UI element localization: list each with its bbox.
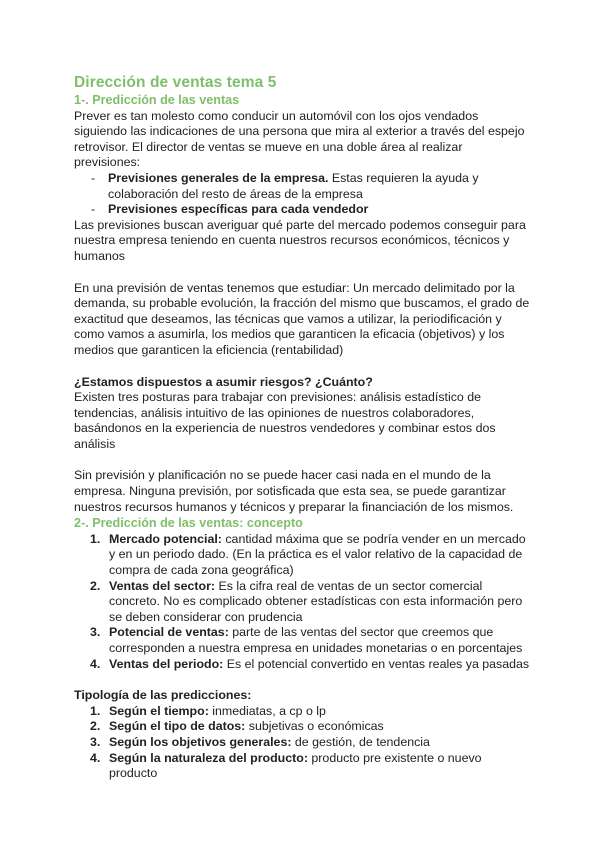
list-item <box>90 625 530 656</box>
typology-list <box>74 704 530 782</box>
paragraph-planning: Sin previsión y planificación no se puede hacer casi nada en el mundo de la empresa. Ninguna previsión, por sotisficada que esta sea, se puede garantizar nuestros recursos humanos y técnicos y preparar la financiación de los mismos. <box>74 468 514 514</box>
list-item-text: inmediatas, a cp o lp <box>208 703 326 718</box>
list-marker: 2. <box>90 578 101 593</box>
list-item-text: cantidad máxima que se podría vender en un mercado y en un periodo dado. (En la práctica es el valor relativo de la capacidad de compra de cada zona geográfica) <box>109 531 526 578</box>
section-heading-1: 1-. Predicción de las ventas <box>74 93 240 107</box>
list-item <box>90 657 530 673</box>
intro-paragraph: Prever es tan molesto como conducir un automóvil con los ojos vendados siguiendo las indicaciones de una persona que mira al exterior a través del espejo retrovisor. El director de ventas se mueve en una doble área al realizar previsiones: <box>74 108 525 170</box>
list-item-text: Es la cifra real de ventas de un sector comercial concreto. No es complicado obtener estadísticas con esta información pero se deben considerar con prudencia <box>109 578 523 624</box>
list-marker: 4. <box>90 750 101 765</box>
list-item-text: parte de las ventas del sector que creemos que corresponden a nuestra empresa en unidades monetarias o en porcentajes <box>109 625 523 655</box>
list-item-text: Estas requieren la ayuda y colaboración del resto de áreas de la empresa <box>108 170 479 201</box>
list-item <box>91 171 530 202</box>
list-item <box>91 202 530 218</box>
list-marker: 4. <box>90 656 101 671</box>
list-item-text: producto pre existente o nuevo producto <box>109 750 482 781</box>
list-item <box>90 704 530 720</box>
list-item-term: Según el tipo de datos: <box>109 719 246 734</box>
paragraph-spacer <box>74 672 530 688</box>
list-item <box>90 751 530 782</box>
list-marker: 1. <box>90 703 101 718</box>
list-marker: 3. <box>90 734 101 749</box>
paragraph-spacer <box>74 265 530 281</box>
list-marker: - <box>91 202 96 217</box>
list-item-text: Es el potencial convertido en ventas reales ya pasadas <box>223 656 530 671</box>
list-marker: 1. <box>90 531 101 546</box>
list-item-term: Potencial de ventas: <box>109 625 229 640</box>
forecast-types-list <box>74 171 530 218</box>
paragraph-forecast-goal: Las previsiones buscan averiguar qué parte del mercado podemos conseguir para nuestra empresa teniendo en cuenta nuestros recursos económicos, técnicos y humanos <box>74 217 526 263</box>
list-marker: 2. <box>90 719 101 734</box>
risk-question-heading: ¿Estamos dispuestos a asumir riesgos? ¿Cuánto? <box>74 374 373 389</box>
paragraph-spacer <box>74 452 530 468</box>
list-item-term: Previsiones generales de la empresa. <box>108 170 329 185</box>
list-item-text: de gestión, de tendencia <box>291 734 430 749</box>
list-item-term: Según la naturaleza del producto: <box>109 750 308 765</box>
list-item-term: Según los objetivos generales: <box>109 734 292 749</box>
list-item-term: Ventas del periodo: <box>109 656 224 671</box>
list-marker: - <box>91 170 96 185</box>
list-item-term: Previsiones específicas para cada vendedor <box>108 202 369 217</box>
paragraph-spacer <box>74 359 530 375</box>
document-content <box>74 74 530 782</box>
list-item <box>90 719 530 735</box>
paragraph-postures: Existen tres posturas para trabajar con previsiones: análisis estadístico de tendencias, análisis intuitivo de las opiniones de nuestros colaboradores, basándonos en la experiencia de nuestros vendedores y combinar estos dos análisis <box>74 390 496 451</box>
list-marker: 3. <box>90 625 101 640</box>
paragraph-forecast-study: En una previsión de ventas tenemos que estudiar: Un mercado delimitado por la demanda, su probable evolución, la fracción del mismo que buscamos, el grado de exactitud que deseamos, las técnicas que vamos a utilizar, la periodificación y como vamos a asumirla, los medios que garanticen la eficacia (objetivos) y los medios que garanticen la eficiencia (rentabilidad) <box>74 280 530 357</box>
list-item-term: Ventas del sector: <box>109 578 216 593</box>
concept-list <box>74 532 530 672</box>
list-item <box>90 735 530 751</box>
list-item-text: subjetivas o económicas <box>245 719 384 734</box>
typology-heading: Tipología de las predicciones: <box>74 688 252 703</box>
list-item <box>90 579 530 626</box>
section-heading-2: 2-. Predicción de las ventas: concepto <box>74 516 303 531</box>
list-item-term: Mercado potencial: <box>109 531 222 546</box>
document-title: Dirección de ventas tema 5 <box>74 74 277 91</box>
list-item <box>90 532 530 579</box>
list-item-term: Según el tiempo: <box>109 703 209 718</box>
